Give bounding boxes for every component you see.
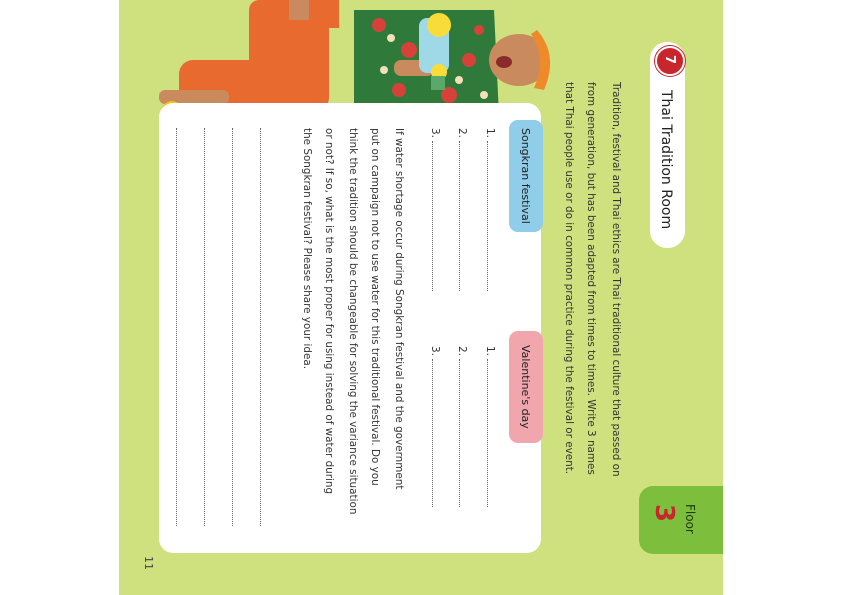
intro-line-2: from generation, but has been adapted from times to times. Write 3 names [585,82,597,475]
valentine-item-3[interactable]: 3. [429,346,441,507]
room-number: 7 [662,55,677,65]
question-line-3: think the tradition should be changeable for solving the variance situation [347,128,359,515]
intro-line-3: that Thai people use or do in common practice during the festival or event. [563,82,575,475]
answer-line-1[interactable] [256,128,275,526]
floor-number: 3 [649,504,679,523]
workbook-page [119,0,723,595]
valentines-day-tab [509,331,543,443]
valentine-label: Valentine's day [519,345,532,429]
songkran-label: Songkran festival [519,128,532,224]
floor-tab [639,486,723,554]
question-line-5: the Songkran festival? Please share your idea. [301,128,313,370]
songkran-item-1[interactable]: 1. [484,128,496,291]
valentine-item-2[interactable]: 2. [456,346,468,507]
songkran-item-2[interactable]: 2. [456,128,468,291]
question-line-2: put on campaign not to use water for this traditional festival. Do you [369,128,381,486]
answer-line-2[interactable] [228,128,247,526]
songkran-festival-tab [509,120,543,232]
question-line-4: or not? If so, what is the most proper for using instead of water during [323,128,335,495]
page-number: 11 [142,556,155,570]
valentine-item-1[interactable]: 1. [484,346,496,507]
songkran-item-3[interactable]: 3. [429,128,441,291]
floor-label: Floor [683,504,697,534]
question-line-1: If water shortage occur during Songkran festival and the government [393,128,405,490]
room-title: Thai Tradition Room [658,90,674,230]
room-number-badge [655,46,685,76]
answer-line-4[interactable] [172,128,191,526]
intro-line-1: Tradition, festival and Thai ethics are Thai traditional culture that passed on [610,82,622,477]
answer-line-3[interactable] [200,128,219,526]
